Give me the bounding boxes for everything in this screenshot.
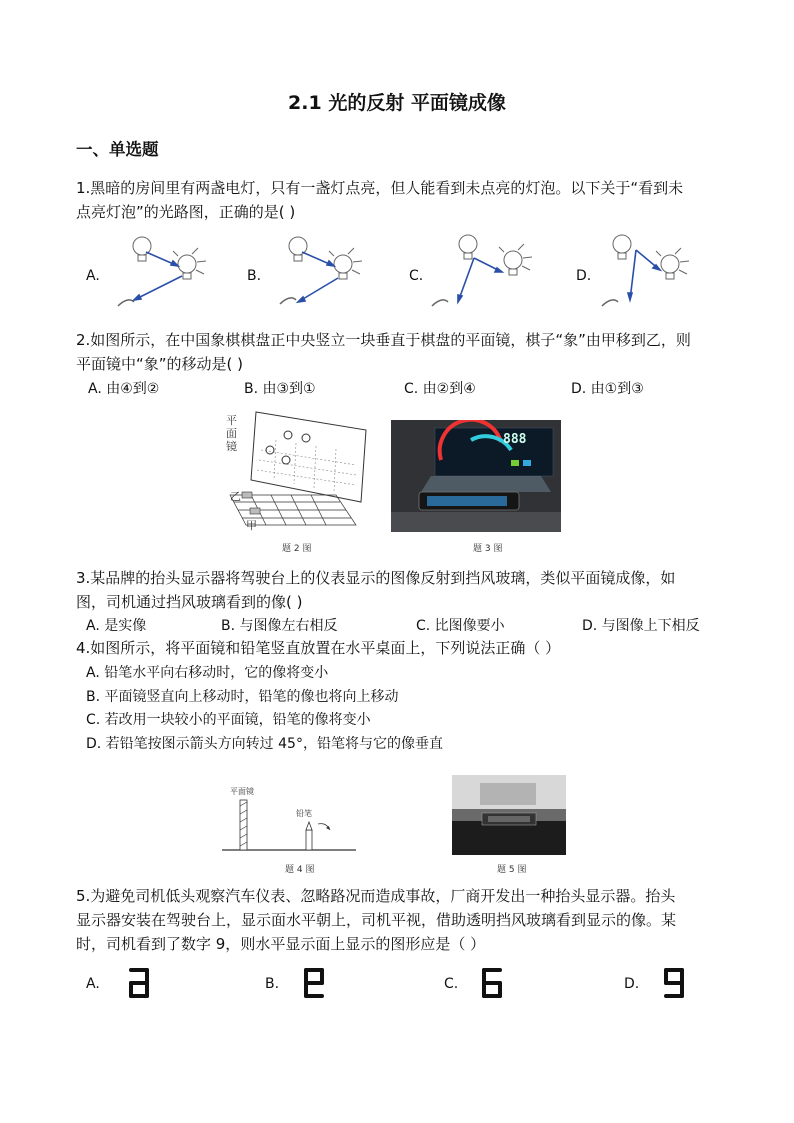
question-5-line2: 显示器安装在驾驶台上，显示面水平朝上，司机平视，借助透明挡风玻璃看到显示的像。某 bbox=[76, 911, 677, 929]
label-plane-mirror: 平面镜 bbox=[230, 787, 254, 796]
q1-option-c-label: C. bbox=[409, 268, 424, 284]
q3-option-c: C. 比图像要小 bbox=[416, 618, 505, 634]
q3-option-b: B. 与图像左右相反 bbox=[221, 618, 338, 634]
page-title: 2.1 光的反射 平面镜成像 bbox=[288, 92, 506, 114]
q2-option-d: D. 由①到③ bbox=[571, 381, 644, 397]
q5-option-a-glyph bbox=[127, 966, 153, 1000]
label-yi: 乙 bbox=[230, 490, 241, 503]
q2-option-b: B. 由③到① bbox=[244, 381, 316, 397]
question-4 bbox=[76, 636, 726, 660]
q4-option-b: B. 平面镜竖直向上移动时，铅笔的像也将向上移动 bbox=[86, 688, 399, 705]
hud-dashboard-drawing bbox=[452, 775, 566, 855]
question-1-line2: 点亮灯泡”的光路图，正确的是( ) bbox=[76, 203, 296, 221]
hud-drawing bbox=[391, 420, 561, 532]
mirror-label-char-3: 镜 bbox=[226, 440, 237, 453]
hud-digits: 888 bbox=[503, 432, 527, 447]
q1-option-d-label: D. bbox=[576, 268, 592, 284]
q2-option-c: C. 由②到④ bbox=[404, 381, 476, 397]
question-3 bbox=[76, 566, 726, 614]
q2-option-a: A. 由④到② bbox=[88, 381, 160, 397]
q5-option-d-glyph bbox=[662, 966, 688, 1000]
question-5-line3: 时，司机看到了数字 9，则水平显示面上显示的图形应是（ ） bbox=[76, 935, 486, 953]
q1-option-d-diagram bbox=[596, 226, 706, 318]
caption-fig-3: 题 3 图 bbox=[473, 544, 503, 554]
question-1 bbox=[76, 176, 726, 224]
question-4-line1: 4.如图所示，将平面镜和铅笔竖直放置在水平桌面上，下列说法正确（ ） bbox=[76, 639, 561, 657]
question-3-line2: 图，司机通过挡风玻璃看到的像( ) bbox=[76, 593, 303, 611]
q3-option-d: D. 与图像上下相反 bbox=[582, 618, 700, 634]
mirror-label-char-2: 面 bbox=[226, 427, 237, 440]
q5-option-c-label: C. bbox=[444, 976, 459, 992]
q5-option-a-label: A. bbox=[86, 976, 100, 992]
mirror-label-char-1: 平 bbox=[226, 414, 237, 427]
figure-5-hud-photo bbox=[452, 775, 566, 855]
q5-option-d-label: D. bbox=[624, 976, 640, 992]
question-5-line1: 5.为避免司机低头观察汽车仪表、忽略路况而造成事故，厂商开发出一种抬头显示器。抬头 bbox=[76, 887, 676, 905]
caption-fig-2: 题 2 图 bbox=[282, 544, 312, 554]
figure-3-hud-photo bbox=[391, 420, 561, 532]
q1-option-a-label: A. bbox=[86, 268, 100, 284]
figure-2-chessboard bbox=[226, 410, 376, 540]
q4-option-c: C. 若改用一块较小的平面镜，铅笔的像将变小 bbox=[86, 712, 371, 728]
q1-option-c-diagram bbox=[428, 226, 538, 318]
label-jia: 甲 bbox=[246, 519, 257, 532]
question-2-line2: 平面镜中“象”的移动是( ) bbox=[76, 355, 244, 373]
question-3-line1: 3.某品牌的抬头显示器将驾驶台上的仪表显示的图像反射到挡风玻璃，类似平面镜成像，如 bbox=[76, 569, 676, 587]
question-5 bbox=[76, 884, 726, 956]
q1-option-a-diagram bbox=[112, 226, 212, 318]
q5-option-c-glyph bbox=[480, 966, 506, 1000]
question-1-line1: 1.黑暗的房间里有两盏电灯，只有一盏灯点亮，但人能看到未点亮的灯泡。以下关于“看到未 bbox=[76, 179, 684, 197]
q4-options bbox=[86, 662, 443, 756]
q4-option-a: A. 铅笔水平向右移动时，它的像将变小 bbox=[86, 665, 329, 681]
caption-fig-4: 题 4 图 bbox=[285, 865, 315, 875]
q1-option-b-label: B. bbox=[247, 268, 262, 284]
caption-fig-5: 题 5 图 bbox=[497, 865, 527, 875]
question-2 bbox=[76, 328, 726, 376]
q4-option-d: D. 若铅笔按图示箭头方向转过 45°，铅笔将与它的像垂直 bbox=[86, 735, 443, 752]
q1-option-b-diagram bbox=[268, 226, 368, 318]
mirror-label bbox=[226, 414, 237, 453]
q5-option-b-label: B. bbox=[265, 976, 280, 992]
question-2-line1: 2.如图所示，在中国象棋棋盘正中央竖立一块垂直于棋盘的平面镜，棋子“象”由甲移到乙，则 bbox=[76, 331, 691, 349]
q3-option-a: A. 是实像 bbox=[86, 618, 147, 634]
section-heading: 一、单选题 bbox=[76, 140, 159, 159]
q5-option-b-glyph bbox=[302, 966, 328, 1000]
label-pencil: 铅笔 bbox=[296, 809, 312, 818]
figure-4-mirror-pencil bbox=[222, 784, 358, 856]
